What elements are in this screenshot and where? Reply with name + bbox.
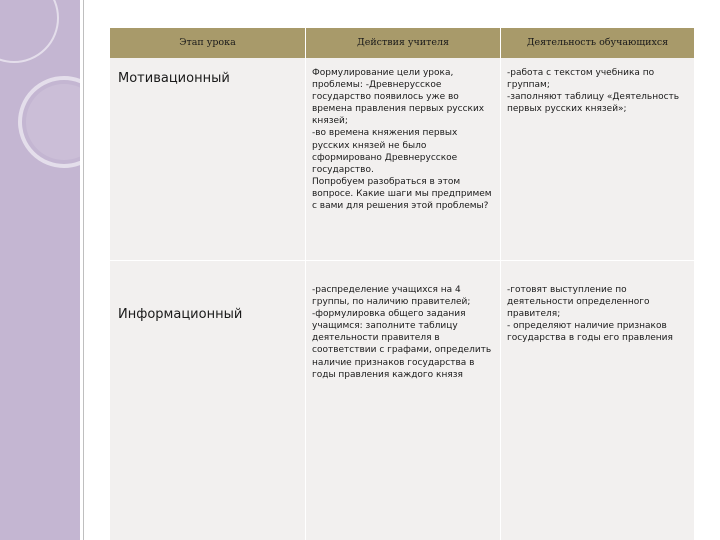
teacher-actions-informational: -распределение учащихся на 4 группы, по наличию правителей; -формулировка общего задания учащимся: заполните таблицу деятельности правителя в соответствии с графами, определить наличие признаков государства в годы правления каждого князя bbox=[312, 285, 492, 380]
stage-informational: Информационный bbox=[118, 307, 243, 322]
student-activity-motivational: -работа с текстом учебника по группам; -заполняют таблицу «Деятельность первых русских князей»; bbox=[507, 68, 680, 115]
header-teacher: Действия учителя bbox=[356, 37, 450, 48]
row-divider bbox=[110, 260, 694, 261]
stage-motivational: Мотивационный bbox=[118, 71, 230, 86]
table-header bbox=[110, 28, 694, 58]
header-students: Деятельность обучающихся bbox=[526, 37, 669, 48]
lesson-table bbox=[110, 28, 694, 540]
header-stage: Этап урока bbox=[179, 37, 236, 48]
student-activity-informational: -готовят выступление по деятельности определенного правителя; - определяют наличие признаков государства в годы его правления bbox=[507, 285, 673, 344]
teacher-actions-motivational: Формулирование цели урока, проблемы: -Древнерусское государство появилось уже во времена правления первых русских князей; -во времена княжения первых русских князей не было сформировано Древнерусское государство. Попробуем разобраться в этом вопросе. Какие шаги мы предпримем с вами для решения этой проблемы? bbox=[312, 68, 492, 212]
sidebar-divider-line bbox=[83, 0, 84, 540]
column-divider bbox=[305, 28, 306, 540]
decorative-circles bbox=[0, 0, 80, 540]
decorative-sidebar bbox=[0, 0, 80, 540]
column-divider bbox=[500, 28, 501, 540]
